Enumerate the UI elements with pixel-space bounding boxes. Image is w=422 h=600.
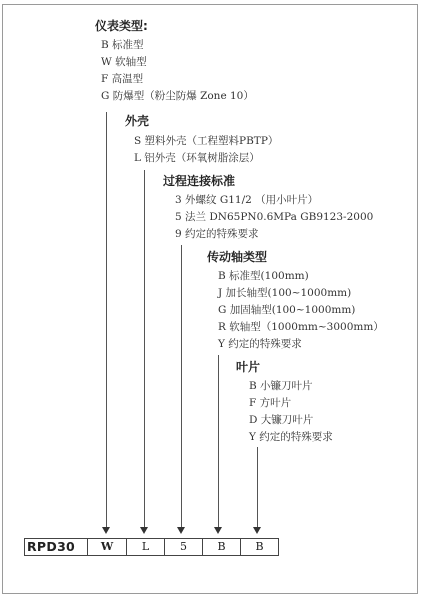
option-instrument-type-g: G 防爆型（粉尘防爆 Zone 10） [101,90,254,102]
model-code-row [24,538,279,556]
arrow-down-icon [102,527,110,534]
connector-line-housing [144,170,145,528]
model-code-instrument-type: W [87,539,126,555]
section-heading-blade: 叶片 [236,360,261,374]
arrow-down-icon [177,527,185,534]
option-blade-d: D 大镰刀叶片 [249,414,314,426]
option-connection-5: 5 法兰 DN65PN0.6MPa GB9123-2000 [175,211,374,223]
arrow-down-icon [253,527,261,534]
option-shaft-y: Y 约定的特殊要求 [218,338,302,350]
option-connection-9: 9 约定的特殊要求 [175,228,259,240]
option-connection-3: 3 外螺纹 G11/2 （用小叶片） [175,194,319,206]
section-heading-housing: 外壳 [125,114,150,128]
model-code-process-connection: 5 [164,539,202,555]
section-heading-process-connection: 过程连接标准 [163,174,236,188]
model-prefix: RPD30 [27,539,76,554]
option-housing-l: L 铝外壳（环氧树脂涂层） [134,152,260,164]
option-instrument-type-f: F 高温型 [101,73,144,85]
connector-line-instrument-type [106,112,107,528]
option-blade-f: F 方叶片 [249,397,292,409]
arrow-down-icon [140,527,148,534]
option-housing-s: S 塑料外壳（工程塑料PBTP） [134,135,279,147]
option-blade-y: Y 约定的特殊要求 [249,431,333,443]
connector-line-shaft-type [218,355,219,528]
connector-line-process-connection [181,245,182,528]
option-shaft-r: R 软轴型（1000mm~3000mm） [218,321,384,333]
option-blade-b: B 小镰刀叶片 [249,380,313,392]
option-shaft-g: G 加固轴型(100~1000mm) [218,304,356,316]
model-code-shaft-type: B [202,539,240,555]
option-instrument-type-w: W 软轴型 [101,56,147,68]
option-shaft-j: J 加长轴型(100~1000mm) [218,287,352,299]
model-code-housing: L [126,539,164,555]
connector-line-blade [257,447,258,528]
section-heading-instrument-type: 仪表类型: [95,19,148,33]
option-instrument-type-b: B 标准型 [101,39,144,51]
model-code-blade: B [240,539,278,555]
option-shaft-b: B 标准型(100mm) [218,270,309,282]
section-heading-shaft-type: 传动轴类型 [207,250,268,264]
arrow-down-icon [214,527,222,534]
